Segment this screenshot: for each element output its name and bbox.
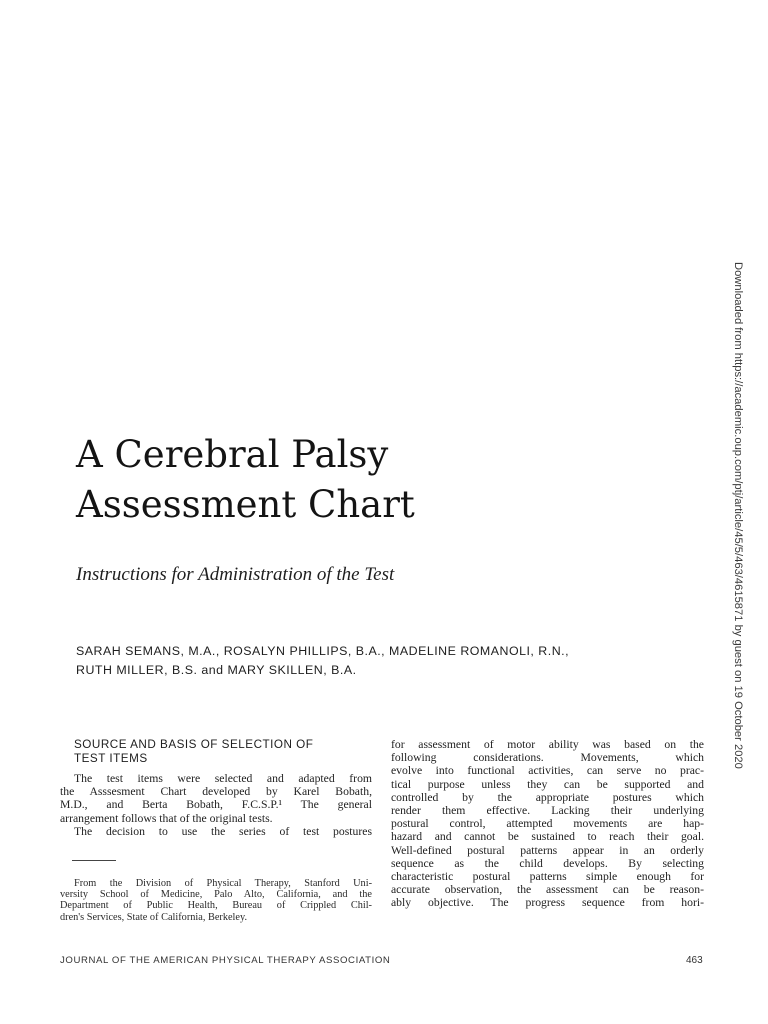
- footnote-line: dren's Services, State of California, Berkeley.: [60, 911, 248, 923]
- right-column: [391, 738, 704, 910]
- body-text-line: hazard and cannot be sustained to reach their goal.: [391, 830, 704, 844]
- body-text-line: characteristic postural patterns simple enough for: [391, 870, 704, 884]
- body-text-line: arrangement follows that of the original tests.: [60, 811, 273, 825]
- body-text-line: evolve into functional activities, can serve no prac-: [391, 764, 704, 778]
- body-text-line: postural control, attempted movements are hap-: [391, 817, 704, 831]
- body-text-line: M.D., and Berta Bobath, F.C.S.P.¹ The general: [60, 798, 372, 812]
- section-heading: [74, 738, 372, 766]
- left-column: [60, 738, 372, 838]
- body-text-line: sequence as the child develops. By selecting: [391, 856, 704, 870]
- body-text-line: ably objective. The progress sequence from hori-: [391, 896, 704, 910]
- article-title-line-2: Assessment Chart: [76, 483, 415, 526]
- body-text-line: Well-defined postural patterns appear in an orderly: [391, 843, 704, 857]
- download-watermark[interactable]: Downloaded from https://academic.oup.com/ptj/article/45/5/463/4615871 by guest on 19 October 2020: [732, 262, 744, 769]
- section-heading-line-1: SOURCE AND BASIS OF SELECTION OF: [74, 738, 314, 751]
- body-text-line: following considerations. Movements, which: [391, 751, 704, 765]
- body-text-line: for assessment of motor ability was based on the: [391, 738, 704, 751]
- author-line-1: SARAH SEMANS, M.A., ROSALYN PHILLIPS, B.A., MADELINE ROMANOLI, R.N.,: [76, 644, 570, 658]
- footnote-divider: [72, 860, 116, 861]
- body-text-line: accurate observation, the assessment can be reason-: [391, 883, 704, 897]
- author-list: [76, 642, 656, 680]
- body-text-line: controlled by the appropriate postures which: [391, 790, 704, 804]
- article-subtitle: Instructions for Administration of the Test: [76, 564, 395, 585]
- footnote-line: Department of Public Health, Bureau of Crippled Chil-: [60, 900, 372, 912]
- page-number: 463: [686, 955, 703, 966]
- body-text-line: The decision to use the series of test postures: [74, 824, 372, 838]
- body-text-line: The test items were selected and adapted from: [74, 772, 372, 785]
- article-title-line-1: A Cerebral Palsy: [76, 433, 389, 476]
- author-line-2: RUTH MILLER, B.S. and MARY SKILLEN, B.A.: [76, 663, 357, 677]
- footnote: [60, 878, 372, 923]
- article-title: [76, 430, 636, 530]
- body-text-line: tical purpose unless they can be supported and: [391, 777, 704, 791]
- section-heading-line-2: TEST ITEMS: [74, 752, 148, 765]
- footnote-line: versity School of Medicine, Palo Alto, California, and the: [60, 889, 372, 901]
- body-text-line: the Asssesment Chart developed by Karel Bobath,: [60, 785, 372, 799]
- journal-footer: JOURNAL OF THE AMERICAN PHYSICAL THERAPY ASSOCIATION: [60, 955, 391, 966]
- body-text-line: render them effective. Lacking their underlying: [391, 804, 704, 818]
- footnote-line: From the Division of Physical Therapy, Stanford Uni-: [74, 878, 372, 889]
